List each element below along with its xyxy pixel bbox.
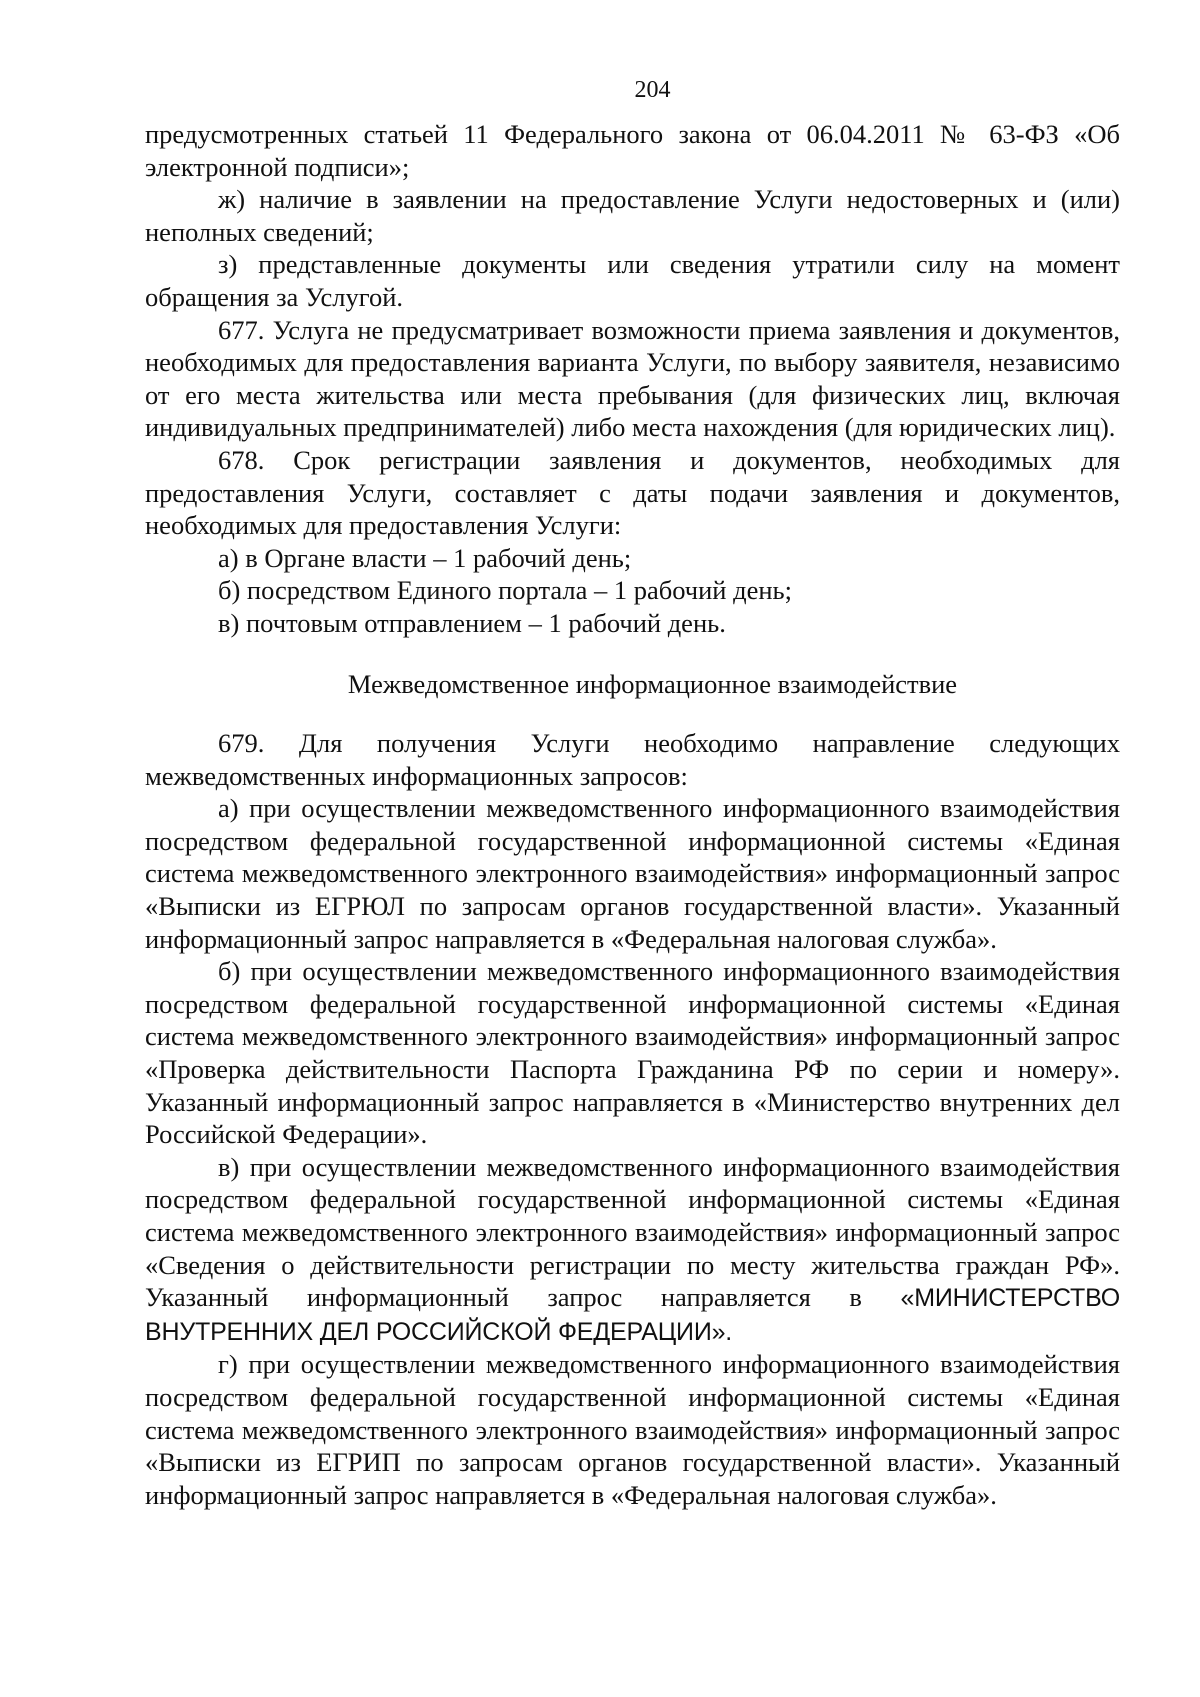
paragraph-continuation: предусмотренных статьей 11 Федерального закона от 06.04.2011 № 63-ФЗ «Об электронной подписи»;	[145, 119, 1120, 182]
section-heading: Межведомственное информационное взаимодействие	[347, 668, 958, 699]
paragraph-679-a: а) при осуществлении межведомственного информационного взаимодействия посредством федеральной государственной информационной системы «Единая система межведомственного электронного взаимодействия» информационный запрос «Выписки из ЕГРЮЛ по запросам органов государственной власти». Указанный информационный запрос направляется в «Федеральная налоговая служба».	[145, 793, 1120, 954]
paragraph-678-a: а) в Органе власти – 1 рабочий день;	[218, 542, 632, 573]
paragraph-678-b: б) посредством Единого портала – 1 рабочий день;	[218, 575, 792, 606]
paragraph-679-g: г) при осуществлении межведомственного информационного взаимодействия посредством федеральной государственной информационной системы «Единая система межведомственного электронного взаимодействия» информационный запрос «Выписки из ЕГРИП по запросам органов государственной власти». Указанный информационный запрос направляется в «Федеральная налоговая служба».	[145, 1349, 1120, 1510]
paragraph-item-z: з) представленные документы или сведения утратили силу на момент обращения за Услугой.	[145, 249, 1120, 312]
page-number: 204	[634, 77, 671, 103]
paragraph-679-b: б) при осуществлении межведомственного информационного взаимодействия посредством федеральной государственной информационной системы «Единая система межведомственного электронного взаимодействия» информационный запрос «Проверка действительности Паспорта Гражданина РФ по серии и номеру». Указанный информационный запрос направляется в «Министерство внутренних дел Российской Федерации».	[145, 956, 1120, 1150]
paragraph-679-v-caps: «МИНИСТЕРСТВО ВНУТРЕННИХ ДЕЛ РОССИЙСКОЙ ФЕДЕРАЦИИ».	[145, 1284, 1120, 1346]
paragraph-item-zh: ж) наличие в заявлении на предоставление Услуги недостоверных и (или) неполных сведений;	[145, 184, 1120, 247]
paragraph-679-v-text: в) при осуществлении межведомственного информационного взаимодействия посредством федеральной государственной информационной системы «Единая система межведомственного электронного взаимодействия» информационный запрос «Сведения о действительности регистрации по месту жительства граждан РФ». Указанный информационный запрос направляется в	[145, 1151, 1120, 1313]
paragraph-678-v: в) почтовым отправлением – 1 рабочий день.	[218, 607, 726, 638]
paragraph-679-v	[145, 1151, 1120, 1349]
paragraph-678: 678. Срок регистрации заявления и документов, необходимых для предоставления Услуги, составляет с даты подачи заявления и документов, необходимых для предоставления Услуги:	[145, 444, 1120, 541]
paragraph-677: 677. Услуга не предусматривает возможности приема заявления и документов, необходимых для предоставления варианта Услуги, по выбору заявителя, независимо от его места жительства или места пребывания (для физических лиц, включая индивидуальных предпринимателей) либо места нахождения (для юридических лиц).	[145, 314, 1120, 443]
paragraph-679: 679. Для получения Услуги необходимо направление следующих межведомственных информационных запросов:	[145, 728, 1120, 791]
